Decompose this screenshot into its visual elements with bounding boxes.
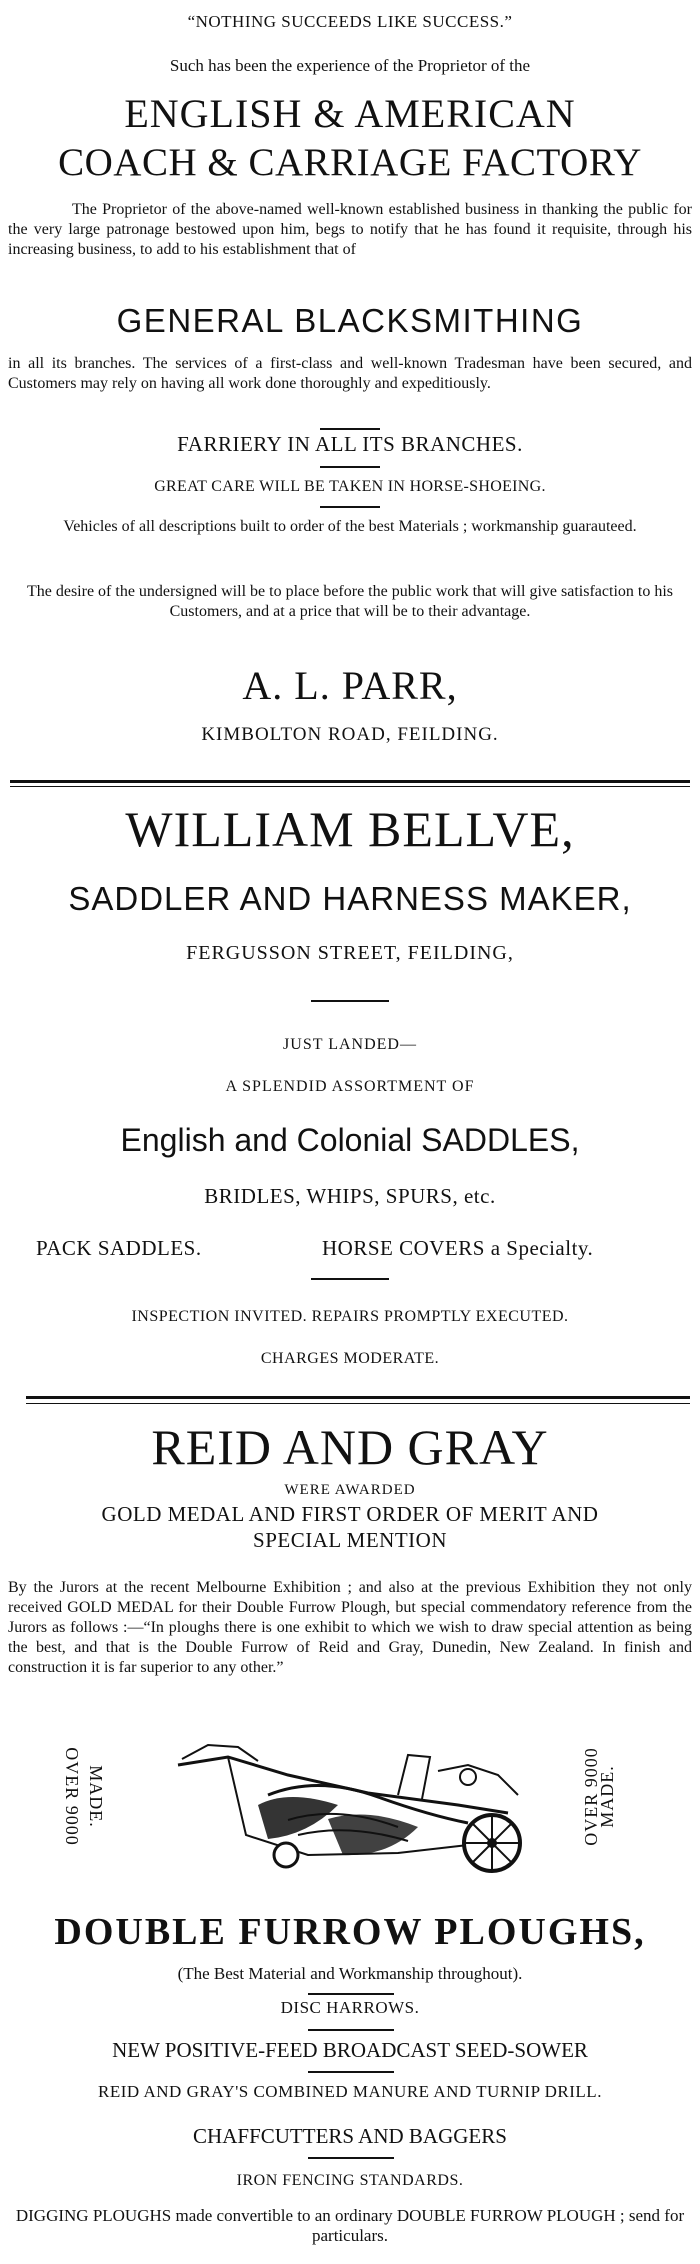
bellve-divider-2 [311, 1278, 389, 1280]
parr-divider-1 [320, 428, 380, 430]
reid-iron-fencing: IRON FENCING STANDARDS. [236, 2172, 464, 2189]
double-furrow-plough-image [168, 1735, 548, 1880]
parr-name: A. L. PARR, [242, 663, 458, 708]
over-left-text: OVER 9000 [61, 1747, 82, 1846]
over-right-text: OVER 9000 [580, 1747, 601, 1846]
parr-intro: Such has been the experience of the Proprietor of the [169, 56, 531, 75]
parr-desire: The desire of the undersigned will be to place before the public work that will give satisfaction to his Customers, and at a price that will be to their advantage. [26, 583, 674, 620]
bellve-just-landed: JUST LANDED— [283, 1036, 417, 1053]
parr-divider-2 [320, 466, 380, 468]
made-label-left [85, 1765, 106, 1828]
reid-divider-4 [308, 2157, 394, 2159]
reid-medal-line1: GOLD MEDAL AND FIRST ORDER OF MERIT AND [101, 1502, 599, 1526]
bellve-address: FERGUSSON STREET, FEILDING, [186, 942, 514, 964]
plough-illustration [168, 1735, 548, 1880]
reid-divider-2 [308, 2029, 394, 2031]
over-label-right [581, 1747, 602, 1846]
parr-horseshoeing: GREAT CARE WILL BE TAKEN IN HORSE-SHOEING. [154, 478, 546, 495]
parr-tagline: “NOTHING SUCCEEDS LIKE SUCCESS.” [187, 12, 513, 31]
parr-blacksmithing-heading: GENERAL BLACKSMITHING [116, 302, 584, 339]
bellve-charges: CHARGES MODERATE. [260, 1350, 440, 1367]
parr-vehicles: Vehicles of all descriptions built to order of the best Materials ; workmanship guarauteed. [63, 518, 637, 535]
reid-body: By the Jurors at the recent Melbourne Exhibition ; and also at the previous Exhibition they not only received GOLD MEDAL for their Double Furrow Plough, but special commendatory reference from the Jurors as follows :—“In ploughs there is one exhibit to which we wish to draw special attention as being the best, and that is the Double Furrow of Reid and Gray, Dunedin, New Zealand. In finish and construction it is far superior to any other.” [8, 1579, 692, 1676]
reid-divider-1 [308, 1993, 394, 1995]
reid-chaffcutters: CHAFFCUTTERS AND BAGGERS [193, 2124, 507, 2148]
over-label-left [61, 1747, 82, 1846]
parr-divider-3 [320, 506, 380, 508]
section-divider-2b [26, 1403, 690, 1404]
reid-best-material: (The Best Material and Workmanship throughout). [177, 1964, 523, 1983]
reid-divider-3 [308, 2071, 394, 2073]
bellve-trade: SADDLER AND HARNESS MAKER, [68, 880, 632, 917]
bellve-inspection: INSPECTION INVITED. REPAIRS PROMPTLY EXECUTED. [131, 1308, 569, 1325]
bellve-pack-saddles: PACK SADDLES. [36, 1236, 202, 1260]
reid-digging-ploughs: DIGGING PLOUGHS made convertible to an ordinary DOUBLE FURROW PLOUGH ; send for particulars. [15, 2206, 685, 2245]
bellve-assortment: A SPLENDID ASSORTMENT OF [225, 1078, 475, 1095]
reid-double-furrow-ploughs: DOUBLE FURROW PLOUGHS, [54, 1911, 646, 1953]
section-divider-2 [26, 1396, 690, 1399]
bellve-name: WILLIAM BELLVE, [125, 801, 575, 857]
bellve-horse-covers: HORSE COVERS a Specialty. [322, 1236, 594, 1260]
section-divider-1 [10, 780, 690, 783]
parr-heading-line2: COACH & CARRIAGE FACTORY [58, 141, 642, 184]
parr-heading-line1: ENGLISH & AMERICAN [124, 91, 576, 136]
parr-farriery: FARRIERY IN ALL ITS BRANCHES. [177, 432, 523, 456]
bellve-divider-1 [311, 1000, 389, 1002]
reid-turnip-drill: REID AND GRAY'S COMBINED MANURE AND TURNIP DRILL. [98, 2082, 602, 2101]
bellve-bridles: BRIDLES, WHIPS, SPURS, etc. [204, 1184, 496, 1208]
bellve-saddles: English and Colonial SADDLES, [120, 1122, 580, 1158]
reid-name: REID AND GRAY [151, 1419, 549, 1475]
reid-disc-harrows: DISC HARROWS. [280, 1998, 420, 2017]
reid-awarded: WERE AWARDED [284, 1482, 416, 1498]
parr-body-branches: in all its branches. The services of a first-class and well-known Tradesman have been secured, and Customers may rely on having all work done thoroughly and expeditiously. [8, 355, 692, 392]
parr-body-intro: The Proprietor of the above-named well-known established business in thanking the public for the very large patronage bestowed upon him, begs to notify that he has found it requisite, through his increasing business, to add to his establishment that of [8, 201, 692, 258]
reid-seed-sower: NEW POSITIVE-FEED BROADCAST SEED-SOWER [112, 2038, 588, 2062]
made-right-text: MADE. [596, 1765, 617, 1828]
reid-medal-line2: SPECIAL MENTION [253, 1528, 447, 1552]
parr-address: KIMBOLTON ROAD, FEILDING. [201, 724, 499, 745]
made-left-text: MADE. [85, 1765, 106, 1828]
section-divider-1b [10, 786, 690, 787]
